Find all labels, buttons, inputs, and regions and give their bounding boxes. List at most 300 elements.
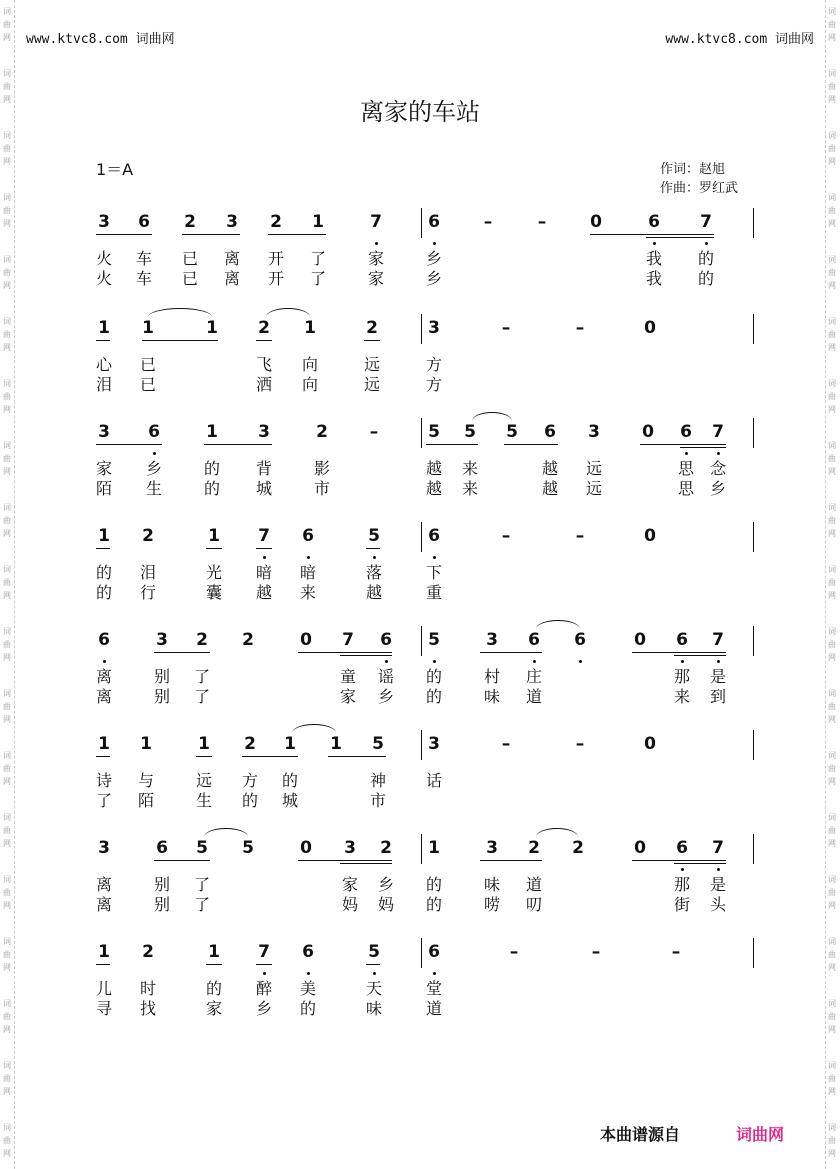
lyric-char: 那 [673,667,690,686]
note: 6 [544,422,556,442]
lyric-char: 下 [425,563,442,582]
margin-watermark-char: 网 [3,343,11,352]
margin-watermark-char: 网 [3,777,11,786]
lyric-char: 乡 [377,687,394,706]
margin-watermark-char: 词 [3,131,11,140]
lyric-char: 开 [267,269,284,288]
lyric-char: 的 [205,979,222,998]
margin-watermark-char: 网 [828,95,836,104]
lyric-char: 道 [425,999,442,1018]
note: 7 [370,212,382,232]
note: 3 [486,630,498,650]
note: 0 [634,838,646,858]
note: 7 [712,838,724,858]
lyric-char: 那 [673,875,690,894]
lyric-char: 方 [425,375,442,394]
margin-watermark-char: 网 [828,1025,836,1034]
beam-underline [154,860,210,861]
lyric-char: 越 [365,583,382,602]
note: 1 [142,318,154,338]
margin-watermark-char: 词 [3,1123,11,1132]
lyric-char: 家 [205,999,222,1018]
lyric-char: 落 [365,563,382,582]
note: 6 [156,838,168,858]
beam-underline [340,863,392,864]
beam-underline [256,548,272,549]
lyric-char: 远 [363,375,380,394]
note-dash: – [501,318,511,338]
beam-underline [590,234,714,235]
score-system [0,422,840,512]
bar-line [421,938,422,968]
margin-watermark-char: 网 [3,1087,11,1096]
margin-watermark-char: 曲 [828,20,836,29]
note-dash: – [591,942,601,962]
margin-watermark-char: 网 [3,529,11,538]
note: 2 [184,212,196,232]
credits [660,160,738,198]
header-site-left[interactable]: www.ktvc8.com 词曲网 [26,32,175,47]
lyric-char: 家 [341,875,358,894]
note: 6 [380,630,392,650]
lyric-char: 头 [709,895,726,914]
lyric-char: 道 [525,687,542,706]
lyric-char: 的 [425,895,442,914]
note: 6 [302,942,314,962]
note: 2 [242,630,254,650]
note: 3 [428,734,440,754]
octave-dot [263,972,266,975]
margin-watermark-char: 网 [3,901,11,910]
key-signature: 1＝A [96,160,134,179]
margin-watermark-char: 曲 [828,454,836,463]
note: 3 [588,422,600,442]
lyric-char: 心 [95,355,112,374]
note: 5 [506,422,518,442]
octave-dot [373,972,376,975]
song-title: 离家的车站 [360,98,480,126]
lyric-char: 念 [709,459,726,478]
lyric-char: 暗 [255,563,272,582]
margin-watermark-char: 曲 [3,454,11,463]
lyric-char: 别 [153,895,170,914]
beam-underline [674,863,726,864]
lyric-char: 妈 [377,895,394,914]
octave-dot [385,660,388,663]
margin-watermark-char: 曲 [3,702,11,711]
margin-watermark-char: 词 [3,627,11,636]
margin-watermark-char: 词 [3,503,11,512]
lyric-char: 乡 [709,479,726,498]
lyric-char: 的 [95,563,112,582]
lyric-char: 的 [241,791,258,810]
octave-dot [433,972,436,975]
lyric-char: 童 [339,667,356,686]
lyric-char: 暗 [299,563,316,582]
note: 3 [98,212,110,232]
note: 5 [428,630,440,650]
margin-watermark-char: 曲 [828,764,836,773]
note: 2 [244,734,256,754]
margin-watermark-char: 网 [3,467,11,476]
note: 6 [302,526,314,546]
lyric-char: 离 [223,269,240,288]
margin-watermark-char: 曲 [3,578,11,587]
beam-underline [242,756,298,757]
beam-underline [364,340,380,341]
margin-watermark-char: 曲 [3,1012,11,1021]
margin-watermark-char: 曲 [3,268,11,277]
note: 2 [316,422,328,442]
note: 0 [642,422,654,442]
margin-watermark-char: 曲 [3,888,11,897]
lyric-char: 乡 [377,875,394,894]
composer: 作曲：罗红武 [660,181,739,196]
beam-underline [680,447,726,448]
margin-watermark-char: 网 [3,219,11,228]
lyric-char: 是 [709,875,726,894]
tie-slur [536,828,578,837]
score-system [0,212,840,302]
margin-watermark-char: 曲 [828,268,836,277]
lyric-char: 来 [461,479,478,498]
lyric-char: 开 [267,249,284,268]
lyric-char: 离 [223,249,240,268]
lyric-char: 是 [709,667,726,686]
bar-line [421,730,422,760]
note: 0 [634,630,646,650]
margin-watermark-char: 词 [828,193,836,202]
note: 1 [98,318,110,338]
note: 2 [366,318,378,338]
lyric-char: 火 [95,269,112,288]
lyric-char: 陌 [137,791,154,810]
margin-watermark-char: 网 [3,653,11,662]
octave-dot [717,660,720,663]
lyric-char: 来 [673,687,690,706]
tie-slur [536,620,580,629]
end-bar-line [753,314,754,344]
beam-underline [646,237,714,238]
lyric-char: 的 [95,583,112,602]
beam-underline [256,340,272,341]
margin-watermark-char: 词 [3,751,11,760]
margin-watermark-char: 曲 [3,144,11,153]
lyricist: 作词：赵旭 [660,162,726,177]
lyric-char: 车 [135,249,152,268]
margin-watermark-char: 曲 [828,1012,836,1021]
note: 6 [676,838,688,858]
lyric-char: 行 [139,583,156,602]
lyric-char: 乡 [255,999,272,1018]
lyric-char: 城 [281,791,298,810]
note: 1 [330,734,342,754]
margin-watermark-char: 词 [828,565,836,574]
beam-underline [268,234,326,235]
note: 1 [206,422,218,442]
note: 5 [372,734,384,754]
margin-watermark-char: 网 [828,591,836,600]
lyric-char: 离 [95,667,112,686]
lyric-char: 背 [255,459,272,478]
lyric-char: 家 [95,459,112,478]
brand-link[interactable]: 词曲网 [736,1125,785,1144]
note: 3 [344,838,356,858]
margin-watermark-char: 网 [828,963,836,972]
lyric-char: 方 [241,771,258,790]
lyric-char: 寻 [95,999,112,1018]
bar-line [421,208,422,238]
margin-watermark-char: 网 [828,715,836,724]
lyric-char: 向 [301,375,318,394]
margin-watermark-char: 词 [828,379,836,388]
note: 3 [98,838,110,858]
note: 1 [198,734,210,754]
beam-underline [96,548,110,549]
note: 7 [258,942,270,962]
margin-watermark-char: 词 [828,999,836,1008]
note: 2 [258,318,270,338]
margin-watermark-char: 曲 [828,888,836,897]
note: 6 [148,422,160,442]
note-dash: – [501,734,511,754]
beam-underline [206,548,222,549]
lyric-char: 到 [709,687,726,706]
lyric-char: 重 [425,583,442,602]
lyric-char: 泪 [139,563,156,582]
octave-dot [717,868,720,871]
lyric-char: 生 [195,791,212,810]
lyric-char: 远 [585,479,602,498]
note-dash: – [537,212,547,232]
note: 1 [98,734,110,754]
lyric-char: 已 [139,355,156,374]
beam-underline [366,964,380,965]
margin-watermark-char: 词 [3,875,11,884]
lyric-char: 来 [461,459,478,478]
margin-watermark-char: 网 [3,963,11,972]
note: 7 [712,630,724,650]
note: 6 [138,212,150,232]
margin-watermark-char: 曲 [828,950,836,959]
note: 2 [142,526,154,546]
lyric-char: 思 [677,479,694,498]
octave-dot [153,452,156,455]
lyric-char: 城 [255,479,272,498]
margin-watermark-char: 词 [828,875,836,884]
lyric-char: 已 [181,269,198,288]
lyric-char: 泪 [95,375,112,394]
lyric-char: 乡 [145,459,162,478]
lyric-char: 的 [425,667,442,686]
end-bar-line [753,522,754,552]
lyric-char: 远 [195,771,212,790]
note: 0 [644,318,656,338]
lyric-char: 话 [425,771,442,790]
note: 6 [428,212,440,232]
margin-watermark-char: 曲 [3,330,11,339]
margin-watermark-char: 网 [828,777,836,786]
note-dash: – [575,526,585,546]
octave-dot [653,242,656,245]
lyric-char: 家 [367,249,384,268]
note: 0 [300,838,312,858]
margin-watermark-char: 网 [3,1149,11,1158]
margin-watermark-char: 网 [828,529,836,538]
lyric-char: 越 [541,459,558,478]
end-bar-line [753,834,754,864]
lyric-char: 了 [193,687,210,706]
margin-watermark-char: 词 [828,69,836,78]
margin-watermark-char: 曲 [3,516,11,525]
lyric-char: 别 [153,875,170,894]
lyric-char: 远 [363,355,380,374]
lyric-char: 唠 [483,895,500,914]
margin-watermark-char: 网 [828,839,836,848]
margin-watermark-char: 曲 [3,206,11,215]
margin-watermark-char: 曲 [828,1074,836,1083]
note: 0 [644,734,656,754]
octave-dot [373,556,376,559]
lyric-char: 的 [697,269,714,288]
note-dash: – [575,734,585,754]
octave-dot [533,660,536,663]
lyric-char: 陌 [95,479,112,498]
octave-dot [433,556,436,559]
lyric-char: 家 [339,687,356,706]
lyric-char: 乡 [425,249,442,268]
beam-underline [154,652,210,653]
lyric-char: 叨 [525,895,542,914]
note: 5 [464,422,476,442]
note: 5 [242,838,254,858]
beam-underline [298,860,392,861]
margin-watermark-char: 曲 [828,826,836,835]
lyric-char: 了 [309,269,326,288]
end-bar-line [753,418,754,448]
beam-underline [204,444,272,445]
margin-watermark-char: 曲 [828,1136,836,1145]
lyric-char: 方 [425,355,442,374]
lyric-char: 越 [425,479,442,498]
note: 1 [428,838,440,858]
lyric-char: 越 [541,479,558,498]
note: 6 [428,526,440,546]
margin-watermark-char: 曲 [3,82,11,91]
note: 1 [208,942,220,962]
note: 1 [98,526,110,546]
note: 1 [284,734,296,754]
octave-dot [307,972,310,975]
note: 6 [528,630,540,650]
lyric-char: 生 [145,479,162,498]
lyric-char: 时 [139,979,156,998]
bar-line [421,834,422,864]
lyric-char: 的 [281,771,298,790]
score-system [0,734,840,824]
end-bar-line [753,626,754,656]
lyric-char: 离 [95,895,112,914]
note: 3 [428,318,440,338]
lyric-char: 醉 [255,979,272,998]
margin-watermark-char: 曲 [3,1136,11,1145]
lyric-char: 光 [205,563,222,582]
header-site-right[interactable]: www.ktvc8.com 词曲网 [665,32,814,47]
margin-watermark-char: 词 [3,193,11,202]
lyric-char: 道 [525,875,542,894]
note: 3 [258,422,270,442]
margin-watermark-char: 网 [828,467,836,476]
octave-dot [681,868,684,871]
beam-underline [96,444,162,445]
tie-slur [472,412,512,421]
margin-watermark-char: 词 [3,317,11,326]
margin-watermark-char: 网 [828,405,836,414]
footer [600,1122,784,1145]
margin-watermark-char: 词 [3,379,11,388]
lyric-char: 街 [673,895,690,914]
margin-watermark-char: 网 [828,1087,836,1096]
lyric-char: 的 [299,999,316,1018]
lyric-char: 火 [95,249,112,268]
lyric-char: 越 [255,583,272,602]
lyric-char: 市 [369,791,386,810]
margin-watermark-char: 网 [3,715,11,724]
score-system [0,526,840,616]
lyric-char: 美 [299,979,316,998]
margin-watermark-char: 曲 [828,578,836,587]
note: 6 [574,630,586,650]
margin-watermark-char: 词 [828,131,836,140]
lyric-char: 离 [95,687,112,706]
margin-watermark-char: 词 [828,441,836,450]
octave-dot [103,660,106,663]
note: 6 [98,630,110,650]
beam-underline [206,964,222,965]
octave-dot [705,242,708,245]
tie-slur [204,828,248,837]
tie-slur [148,308,212,317]
note: 6 [648,212,660,232]
margin-watermark-char: 曲 [828,330,836,339]
note: 5 [428,422,440,442]
margin-watermark-char: 网 [3,839,11,848]
lyric-char: 乡 [425,269,442,288]
lyric-char: 已 [181,249,198,268]
margin-watermark-char: 词 [3,999,11,1008]
lyric-char: 来 [299,583,316,602]
note: 3 [226,212,238,232]
lyric-char: 的 [203,479,220,498]
margin-watermark-char: 曲 [828,144,836,153]
note: 2 [196,630,208,650]
octave-dot [307,556,310,559]
lyric-char: 了 [193,895,210,914]
score-system [0,630,840,720]
margin-watermark-char: 词 [3,689,11,698]
lyric-char: 的 [425,875,442,894]
margin-watermark-char: 曲 [3,20,11,29]
score-system [0,838,840,928]
lyric-char: 诗 [95,771,112,790]
lyric-char: 庄 [525,667,542,686]
end-bar-line [753,730,754,760]
margin-watermark-char: 网 [3,1025,11,1034]
beam-underline [328,756,386,757]
note: 5 [368,526,380,546]
lyric-char: 了 [193,667,210,686]
margin-watermark-char: 词 [828,503,836,512]
